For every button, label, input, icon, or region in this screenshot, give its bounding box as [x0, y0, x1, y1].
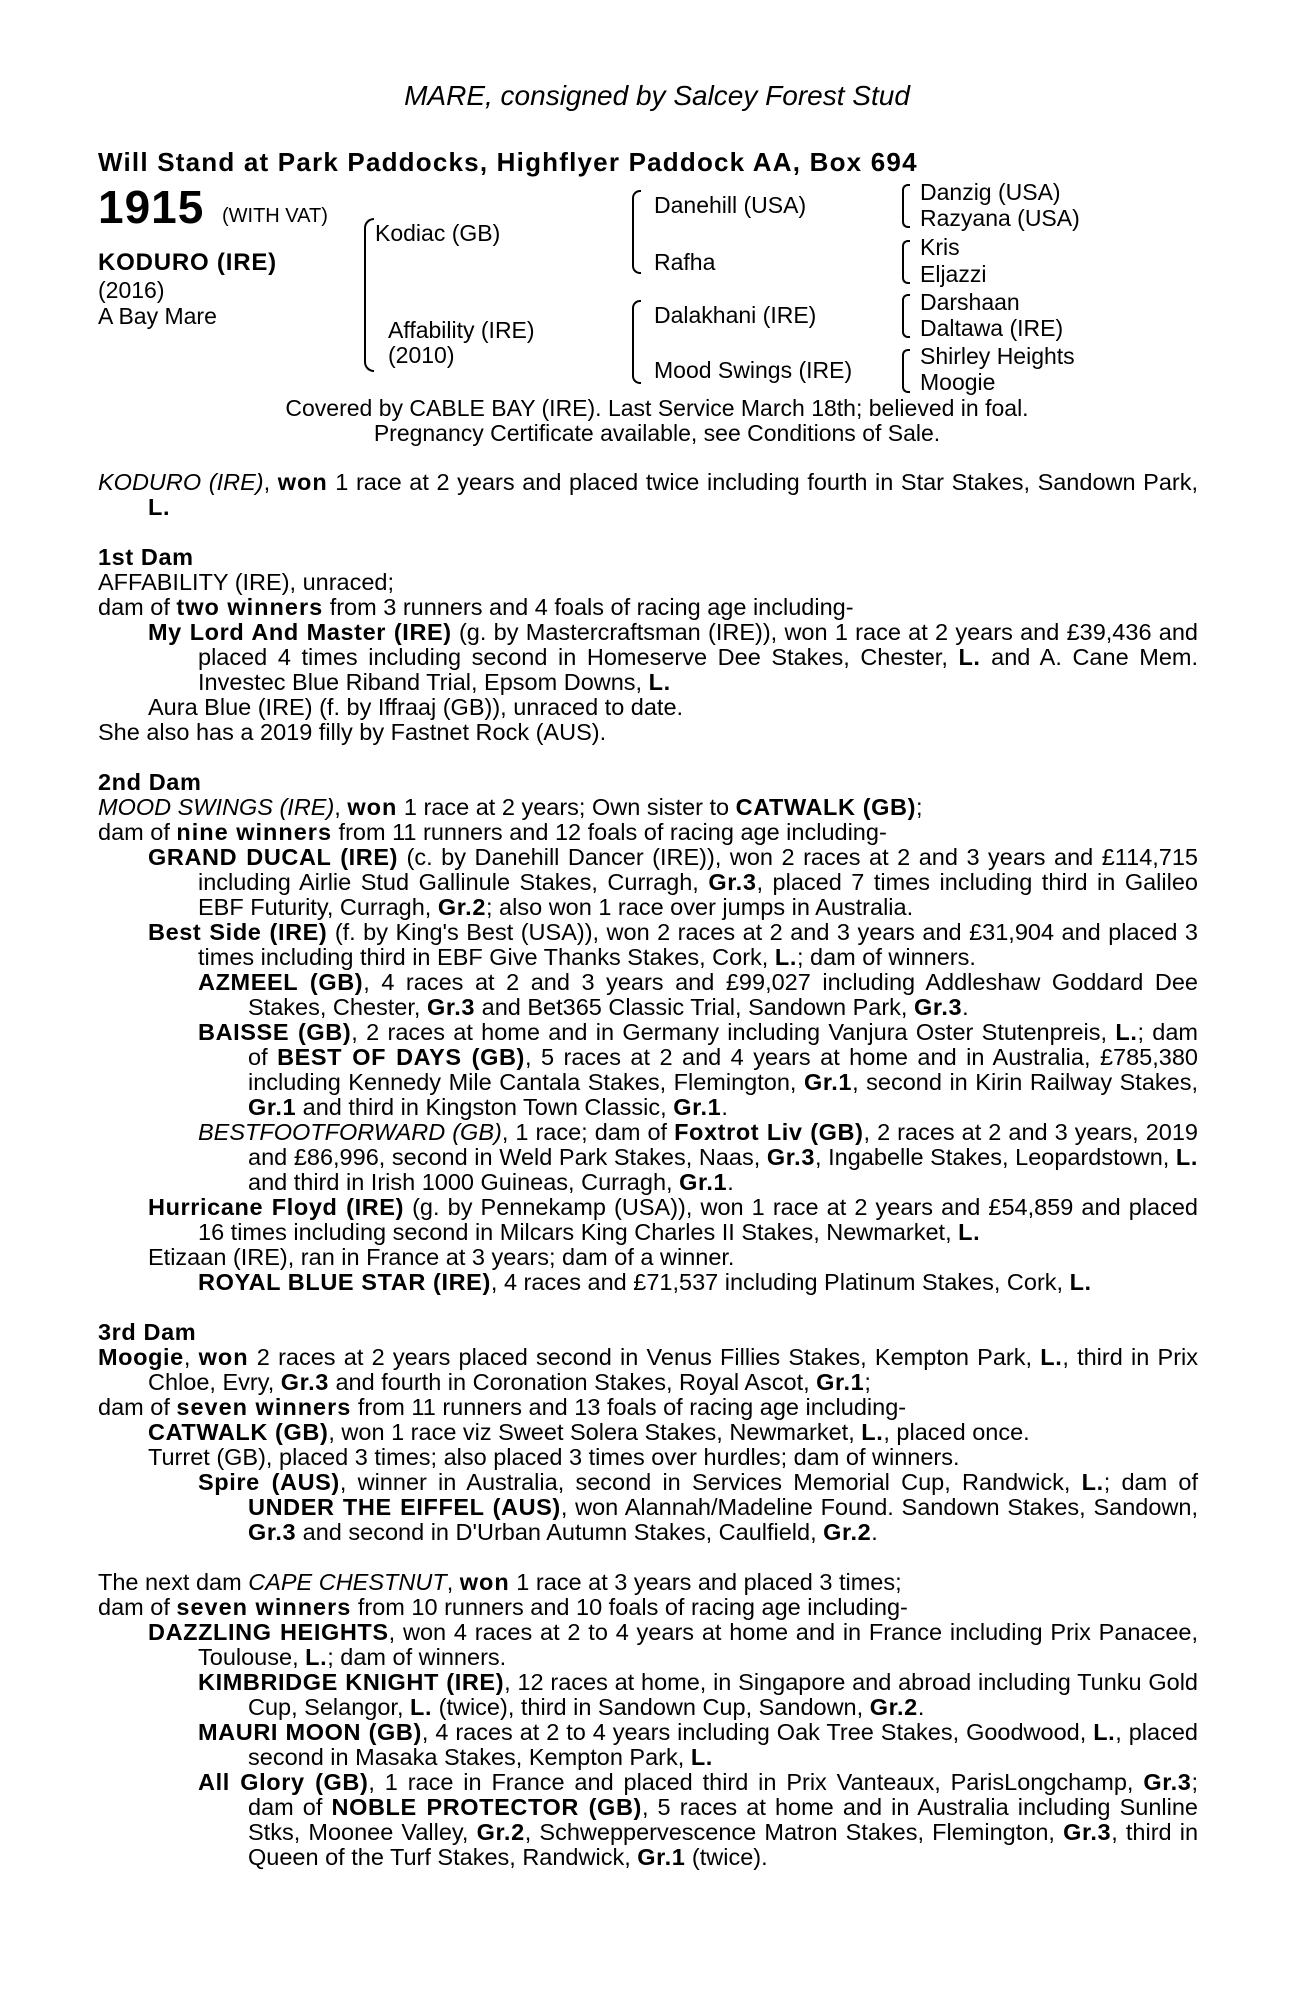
second-dam-produce-summary: dam of nine winners from 11 runners and 12 foals of racing age including- [98, 819, 887, 845]
lot-number: 1915 [98, 181, 205, 233]
pedigree-brace-dd [902, 349, 910, 393]
produce-bestfootforward: BESTFOOTFORWARD (GB), 1 race; dam of Foxtrot Liv (GB), 2 races at 2 and 3 years, 2019 and £86,996, second in Weld Park Stakes, Naas, Gr.3, Ingabelle Stakes, Leopardstown, L. and third in Irish 1000 Guineas, Curragh, Gr.1. [198, 1119, 1198, 1195]
pedigree-sire-sire: Danehill (USA) [654, 192, 807, 218]
pedigree-brace-sd [902, 240, 910, 284]
pedigree-brace-main [364, 218, 374, 372]
filly-note: She also has a 2019 filly by Fastnet Rock (AUS). [98, 719, 607, 745]
produce-turret: Turret (GB), placed 3 times; also placed 3 times over hurdles; dam of winners. [148, 1444, 960, 1470]
horse-year: (2016) [98, 277, 165, 303]
pedigree-brace-sire [632, 190, 641, 274]
produce-all-glory: All Glory (GB), 1 race in France and placed third in Prix Vanteaux, ParisLongchamp, Gr.3; dam of NOBLE PROTECTOR (GB), 5 races at home and in Australia including Sunline Stks, Moonee Valley, Gr.2, Schweppervescence Matron Stakes, Flemington, Gr.3, third in Queen of the Turf Stakes, Randwick, Gr.1 (twice). [198, 1769, 1199, 1870]
first-dam-line: AFFABILITY (IRE), unraced; [98, 569, 395, 595]
next-dam-produce-summary: dam of seven winners from 10 runners and 10 foals of racing age including- [98, 1594, 908, 1620]
pedigree-sire-dam: Rafha [654, 249, 716, 275]
pedigree-sdd: Eljazzi [920, 261, 987, 287]
stand-location: Will Stand at Park Paddocks, Highflyer Paddock AA, Box 694 [98, 147, 918, 177]
second-dam-line: MOOD SWINGS (IRE), won 1 race at 2 years; Own sister to CATWALK (GB); [98, 794, 923, 820]
first-dam-heading: 1st Dam [98, 544, 194, 570]
produce-catwalk: CATWALK (GB), won 1 race viz Sweet Solera Stakes, Newmarket, L., placed once. [148, 1419, 1030, 1445]
pedigree-dds: Shirley Heights [920, 343, 1075, 369]
pedigree-brace-ds [902, 294, 910, 338]
produce-royal-blue-star: ROYAL BLUE STAR (IRE), 4 races and £71,537 including Platinum Stakes, Cork, L. [198, 1269, 1092, 1295]
pedigree-ddd: Moogie [920, 369, 996, 395]
next-dam-line: The next dam CAPE CHESTNUT, won 1 race at 3 years and placed 3 times; [98, 1569, 902, 1595]
produce-azmeel: AZMEEL (GB), 4 races at 2 and 3 years and £99,027 including Addleshaw Goddard Dee Stakes, Chester, Gr.3 and Bet365 Classic Trial, Sandown Park, Gr.3. [198, 969, 1198, 1020]
pedigree-dsd: Daltawa (IRE) [920, 315, 1064, 341]
produce-spire: Spire (AUS), winner in Australia, second in Services Memorial Cup, Randwick, L.; dam of UNDER THE EIFFEL (AUS), won Alannah/Madeline Found. Sandown Stakes, Sandown, Gr.3 and second in D'Urban Autumn Stakes, Caulfield, Gr.2. [198, 1469, 1198, 1545]
catalogue-body [98, 470, 1198, 1870]
pedigree-brace-ss [902, 184, 910, 228]
third-dam-line: Moogie, won 2 races at 2 years placed second in Venus Fillies Stakes, Kempton Park, L., third in Prix Chloe, Evry, Gr.3 and fourth in Coronation Stakes, Royal Ascot, Gr.1; [98, 1344, 1198, 1395]
intro-paragraph: KODURO (IRE), won 1 race at 2 years and placed twice including fourth in Star Stakes, Sandown Park, L. [98, 469, 1199, 520]
pedigree-ssd: Razyana (USA) [920, 205, 1080, 231]
intro-horse-name: KODURO (IRE) [98, 469, 264, 495]
pedigree-sds: Kris [920, 234, 960, 260]
produce-etizaan: Etizaan (IRE), ran in France at 3 years; dam of a winner. [148, 1244, 735, 1270]
pedigree-dam-year: (2010) [388, 342, 455, 368]
pedigree-dam-sire: Dalakhani (IRE) [654, 302, 817, 328]
pedigree-sire: Kodiac (GB) [375, 220, 501, 246]
pedigree-sss: Danzig (USA) [920, 179, 1061, 205]
covered-note: Covered by CABLE BAY (IRE). Last Service March 18th; believed in foal. [285, 395, 1029, 421]
third-dam-heading: 3rd Dam [98, 1319, 197, 1345]
produce-aura-blue: Aura Blue (IRE) (f. by Iffraaj (GB)), unraced to date. [148, 694, 684, 720]
page-header: MARE, consigned by Salcey Forest Stud [404, 80, 910, 111]
second-dam-heading: 2nd Dam [98, 769, 202, 795]
produce-my-lord-and-master: My Lord And Master (IRE) (g. by Mastercraftsman (IRE)), won 1 race at 2 years and £39,436 and placed 4 times including second in Homeserve Dee Stakes, Chester, L. and A. Cane Mem. Investec Blue Riband Trial, Epsom Downs, L. [148, 619, 1198, 695]
produce-baisse: BAISSE (GB), 2 races at home and in Germany including Vanjura Oster Stutenpreis, L.; dam of BEST OF DAYS (GB), 5 races at 2 and 4 years at home and in Australia, £785,380 including Kennedy Mile Cantala Stakes, Flemington, Gr.1, second in Kirin Railway Stakes, Gr.1 and third in Kingston Town Classic, Gr.1. [198, 1019, 1198, 1120]
pedigree-dam: Affability (IRE) [388, 317, 535, 343]
produce-kimbridge-knight: KIMBRIDGE KNIGHT (IRE), 12 races at home, in Singapore and abroad including Tunku Gold Cup, Selangor, L. (twice), third in Sandown Cup, Sandown, Gr.2. [198, 1669, 1198, 1720]
pedigree-dss: Darshaan [920, 289, 1020, 315]
produce-mauri-moon: MAURI MOON (GB), 4 races at 2 to 4 years including Oak Tree Stakes, Goodwood, L., placed second in Masaka Stakes, Kempton Park, L. [198, 1719, 1198, 1770]
produce-dazzling-heights: DAZZLING HEIGHTS, won 4 races at 2 to 4 years at home and in France including Prix Panacee, Toulouse, L.; dam of winners. [148, 1619, 1198, 1670]
third-dam-produce-summary: dam of seven winners from 11 runners and 13 foals of racing age including- [98, 1394, 907, 1420]
produce-best-side: Best Side (IRE) (f. by King's Best (USA)), won 2 races at 2 and 3 years and £31,904 and placed 3 times including third in EBF Give Thanks Stakes, Cork, L.; dam of winners. [148, 919, 1198, 970]
first-dam-produce-summary: dam of two winners from 3 runners and 4 foals of racing age including- [98, 594, 854, 620]
horse-description: A Bay Mare [98, 303, 217, 329]
vat-note: (WITH VAT) [222, 205, 328, 227]
horse-name: KODURO (IRE) [98, 249, 277, 276]
pedigree-brace-dam [632, 300, 641, 384]
pregnancy-note: Pregnancy Certificate available, see Conditions of Sale. [373, 420, 941, 446]
produce-hurricane-floyd: Hurricane Floyd (IRE) (g. by Pennekamp (USA)), won 1 race at 2 years and £54,859 and placed 16 times including second in Milcars King Charles II Stakes, Newmarket, L. [148, 1194, 1198, 1245]
pedigree-dam-dam: Mood Swings (IRE) [654, 357, 853, 383]
produce-grand-ducal: GRAND DUCAL (IRE) (c. by Danehill Dancer (IRE)), won 2 races at 2 and 3 years and £114,715 including Airlie Stud Gallinule Stakes, Curragh, Gr.3, placed 7 times including third in Galileo EBF Futurity, Curragh, Gr.2; also won 1 race over jumps in Australia. [148, 844, 1199, 920]
